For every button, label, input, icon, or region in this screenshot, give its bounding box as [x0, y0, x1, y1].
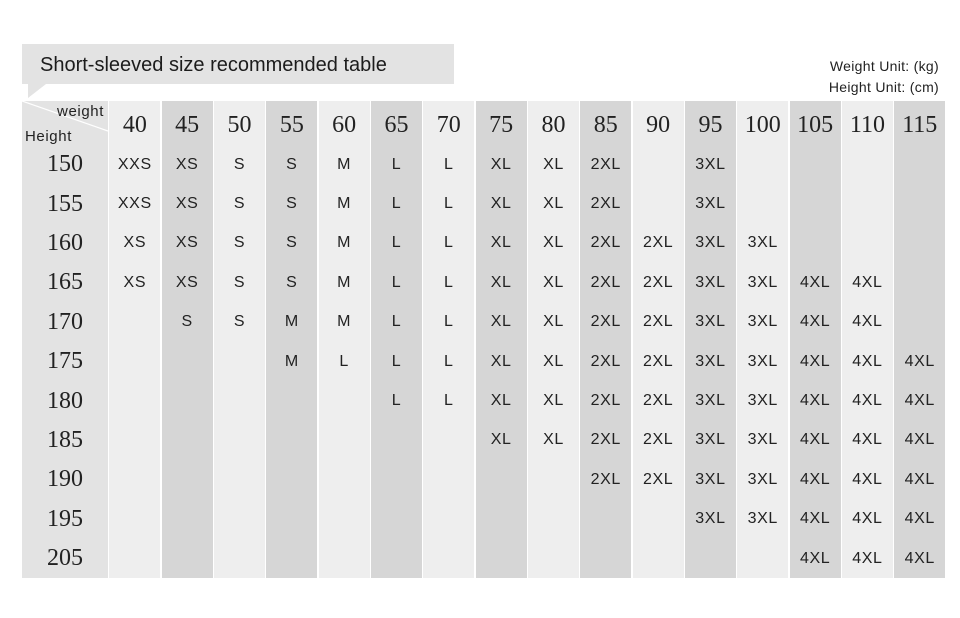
- size-cell: L: [371, 303, 422, 342]
- size-cell: [162, 421, 213, 460]
- size-cell: [894, 224, 945, 263]
- size-cell: [371, 460, 422, 499]
- size-cell: M: [266, 303, 317, 342]
- size-cell: L: [423, 184, 474, 223]
- size-cell: 4XL: [790, 263, 841, 302]
- size-cell: [737, 184, 788, 223]
- size-cell: 4XL: [842, 539, 893, 578]
- size-cell: [266, 421, 317, 460]
- size-cell: [214, 460, 265, 499]
- table-corner-header: [22, 101, 108, 145]
- size-cell: 4XL: [842, 342, 893, 381]
- size-cell: S: [266, 263, 317, 302]
- size-cell: [842, 224, 893, 263]
- size-cell: 4XL: [894, 539, 945, 578]
- unit-legend: [829, 56, 939, 98]
- size-cell: XS: [162, 184, 213, 223]
- size-cell: [109, 500, 160, 539]
- size-cell: L: [423, 224, 474, 263]
- size-cell: 3XL: [685, 381, 736, 420]
- size-cell: S: [214, 184, 265, 223]
- size-cell: 3XL: [737, 381, 788, 420]
- size-cell: 2XL: [633, 224, 684, 263]
- size-cell: [790, 145, 841, 184]
- size-cell: 4XL: [790, 421, 841, 460]
- height-header-185: 185: [22, 421, 108, 460]
- size-cell: L: [371, 342, 422, 381]
- size-cell: M: [319, 263, 370, 302]
- size-cell: [266, 460, 317, 499]
- height-axis-label: Height: [25, 128, 72, 145]
- size-cell: 4XL: [894, 421, 945, 460]
- size-cell: [476, 500, 527, 539]
- size-cell: L: [371, 184, 422, 223]
- size-cell: 4XL: [790, 303, 841, 342]
- size-cell: 2XL: [580, 421, 631, 460]
- size-cell: [685, 539, 736, 578]
- size-cell: 3XL: [685, 303, 736, 342]
- weight-header-70: 70: [423, 101, 474, 145]
- size-cell: M: [319, 184, 370, 223]
- size-cell: S: [266, 224, 317, 263]
- size-cell: 3XL: [685, 460, 736, 499]
- size-cell: XL: [528, 381, 579, 420]
- weight-header-90: 90: [633, 101, 684, 145]
- size-cell: [214, 421, 265, 460]
- size-cell: [423, 539, 474, 578]
- size-cell: M: [319, 224, 370, 263]
- size-cell: 4XL: [790, 460, 841, 499]
- height-header-195: 195: [22, 500, 108, 539]
- height-unit-label: Height Unit: (cm): [828, 79, 939, 95]
- size-cell: [109, 381, 160, 420]
- size-cell: L: [319, 342, 370, 381]
- size-cell: [737, 539, 788, 578]
- size-cell: [633, 539, 684, 578]
- size-cell: XL: [476, 184, 527, 223]
- size-cell: [580, 539, 631, 578]
- size-cell: XL: [476, 145, 527, 184]
- size-cell: [790, 184, 841, 223]
- size-cell: [371, 539, 422, 578]
- size-cell: [266, 500, 317, 539]
- size-cell: 4XL: [842, 263, 893, 302]
- size-cell: 3XL: [737, 303, 788, 342]
- weight-header-95: 95: [685, 101, 736, 145]
- size-cell: 4XL: [894, 460, 945, 499]
- size-cell: S: [266, 145, 317, 184]
- size-cell: XXS: [109, 145, 160, 184]
- size-cell: [423, 421, 474, 460]
- size-cell: M: [319, 145, 370, 184]
- size-cell: [162, 342, 213, 381]
- size-cell: XL: [476, 342, 527, 381]
- size-cell: XL: [528, 224, 579, 263]
- weight-header-60: 60: [319, 101, 370, 145]
- size-cell: 3XL: [737, 342, 788, 381]
- size-cell: 2XL: [633, 460, 684, 499]
- table-title: [22, 44, 454, 84]
- size-cell: [162, 539, 213, 578]
- size-cell: XL: [476, 303, 527, 342]
- size-cell: 2XL: [580, 263, 631, 302]
- size-cell: 2XL: [580, 460, 631, 499]
- size-cell: [371, 500, 422, 539]
- size-cell: [214, 500, 265, 539]
- size-cell: 2XL: [580, 145, 631, 184]
- size-cell: 2XL: [580, 184, 631, 223]
- size-cell: [737, 145, 788, 184]
- size-cell: 2XL: [633, 303, 684, 342]
- size-cell: L: [371, 224, 422, 263]
- size-cell: 3XL: [685, 184, 736, 223]
- size-cell: 2XL: [633, 381, 684, 420]
- size-cell: [319, 539, 370, 578]
- size-cell: S: [214, 224, 265, 263]
- height-header-170: 170: [22, 303, 108, 342]
- size-cell: 4XL: [894, 342, 945, 381]
- size-cell: S: [214, 303, 265, 342]
- height-header-180: 180: [22, 381, 108, 420]
- table-title-text: Short-sleeved size recommended table: [40, 54, 387, 76]
- size-cell: L: [423, 263, 474, 302]
- size-cell: [319, 500, 370, 539]
- weight-axis-label: weight: [57, 103, 104, 120]
- size-cell: 2XL: [633, 263, 684, 302]
- size-cell: [842, 145, 893, 184]
- size-cell: [162, 460, 213, 499]
- size-cell: 3XL: [737, 263, 788, 302]
- size-cell: XL: [528, 421, 579, 460]
- size-cell: 3XL: [737, 500, 788, 539]
- size-cell: 4XL: [842, 460, 893, 499]
- size-cell: XXS: [109, 184, 160, 223]
- size-cell: L: [423, 145, 474, 184]
- size-cell: XL: [528, 184, 579, 223]
- size-cell: [894, 263, 945, 302]
- size-cell: [528, 539, 579, 578]
- size-cell: L: [423, 303, 474, 342]
- size-cell: 3XL: [685, 224, 736, 263]
- size-cell: [423, 500, 474, 539]
- size-cell: 3XL: [737, 460, 788, 499]
- size-cell: 4XL: [842, 500, 893, 539]
- size-cell: L: [423, 381, 474, 420]
- size-cell: [790, 224, 841, 263]
- size-cell: XL: [528, 145, 579, 184]
- size-cell: 4XL: [790, 342, 841, 381]
- size-cell: 3XL: [685, 500, 736, 539]
- size-cell: 4XL: [842, 421, 893, 460]
- size-cell: [109, 460, 160, 499]
- size-cell: [423, 460, 474, 499]
- size-cell: 3XL: [737, 224, 788, 263]
- size-cell: [214, 342, 265, 381]
- size-cell: XS: [109, 263, 160, 302]
- size-cell: 4XL: [894, 381, 945, 420]
- size-cell: [633, 500, 684, 539]
- size-cell: [109, 421, 160, 460]
- height-header-155: 155: [22, 184, 108, 223]
- size-cell: [109, 303, 160, 342]
- size-cell: 3XL: [685, 145, 736, 184]
- size-cell: 2XL: [633, 421, 684, 460]
- weight-header-115: 115: [894, 101, 945, 145]
- size-cell: [633, 145, 684, 184]
- size-cell: [162, 500, 213, 539]
- size-cell: XL: [528, 263, 579, 302]
- weight-header-50: 50: [214, 101, 265, 145]
- size-cell: [580, 500, 631, 539]
- size-cell: 4XL: [842, 381, 893, 420]
- size-cell: XL: [476, 381, 527, 420]
- size-cell: XS: [109, 224, 160, 263]
- size-cell: [214, 381, 265, 420]
- weight-header-65: 65: [371, 101, 422, 145]
- size-cell: [528, 500, 579, 539]
- height-header-160: 160: [22, 224, 108, 263]
- size-cell: [894, 303, 945, 342]
- size-cell: 3XL: [685, 342, 736, 381]
- size-cell: L: [371, 263, 422, 302]
- height-header-205: 205: [22, 539, 108, 578]
- size-cell: 4XL: [842, 303, 893, 342]
- size-cell: 2XL: [580, 303, 631, 342]
- weight-header-105: 105: [790, 101, 841, 145]
- weight-header-45: 45: [162, 101, 213, 145]
- height-header-150: 150: [22, 145, 108, 184]
- size-cell: 4XL: [790, 500, 841, 539]
- height-header-165: 165: [22, 263, 108, 302]
- size-cell: [476, 539, 527, 578]
- size-cell: XL: [528, 303, 579, 342]
- size-cell: [528, 460, 579, 499]
- weight-header-80: 80: [528, 101, 579, 145]
- size-cell: XS: [162, 224, 213, 263]
- size-cell: [266, 539, 317, 578]
- size-cell: L: [371, 381, 422, 420]
- size-cell: 4XL: [790, 381, 841, 420]
- weight-header-40: 40: [109, 101, 160, 145]
- size-cell: [109, 539, 160, 578]
- size-cell: [894, 184, 945, 223]
- title-tab-tail: [28, 84, 46, 98]
- size-cell: 3XL: [685, 421, 736, 460]
- size-cell: XL: [528, 342, 579, 381]
- weight-header-100: 100: [737, 101, 788, 145]
- size-cell: XL: [476, 224, 527, 263]
- size-cell: XL: [476, 421, 527, 460]
- size-cell: S: [162, 303, 213, 342]
- size-cell: [371, 421, 422, 460]
- size-cell: 4XL: [790, 539, 841, 578]
- size-cell: 2XL: [580, 342, 631, 381]
- size-cell: [842, 184, 893, 223]
- size-cell: L: [423, 342, 474, 381]
- size-cell: XS: [162, 263, 213, 302]
- size-cell: [894, 145, 945, 184]
- size-cell: [319, 421, 370, 460]
- weight-header-110: 110: [842, 101, 893, 145]
- size-cell: M: [319, 303, 370, 342]
- size-cell: L: [371, 145, 422, 184]
- height-header-175: 175: [22, 342, 108, 381]
- size-cell: S: [214, 263, 265, 302]
- size-cell: 4XL: [894, 500, 945, 539]
- size-cell: XS: [162, 145, 213, 184]
- weight-header-55: 55: [266, 101, 317, 145]
- size-cell: M: [266, 342, 317, 381]
- size-cell: [319, 381, 370, 420]
- size-cell: [214, 539, 265, 578]
- size-table: [22, 101, 938, 579]
- size-cell: S: [266, 184, 317, 223]
- size-cell: S: [214, 145, 265, 184]
- weight-header-75: 75: [476, 101, 527, 145]
- size-cell: 3XL: [685, 263, 736, 302]
- size-cell: [319, 460, 370, 499]
- height-header-190: 190: [22, 460, 108, 499]
- size-cell: XL: [476, 263, 527, 302]
- size-cell: 2XL: [580, 381, 631, 420]
- size-cell: [633, 184, 684, 223]
- weight-header-85: 85: [580, 101, 631, 145]
- size-cell: [476, 460, 527, 499]
- size-cell: [162, 381, 213, 420]
- size-cell: 2XL: [633, 342, 684, 381]
- size-cell: [109, 342, 160, 381]
- size-cell: 2XL: [580, 224, 631, 263]
- weight-unit-label: Weight Unit: (kg): [829, 58, 939, 74]
- size-cell: 3XL: [737, 421, 788, 460]
- size-cell: [266, 381, 317, 420]
